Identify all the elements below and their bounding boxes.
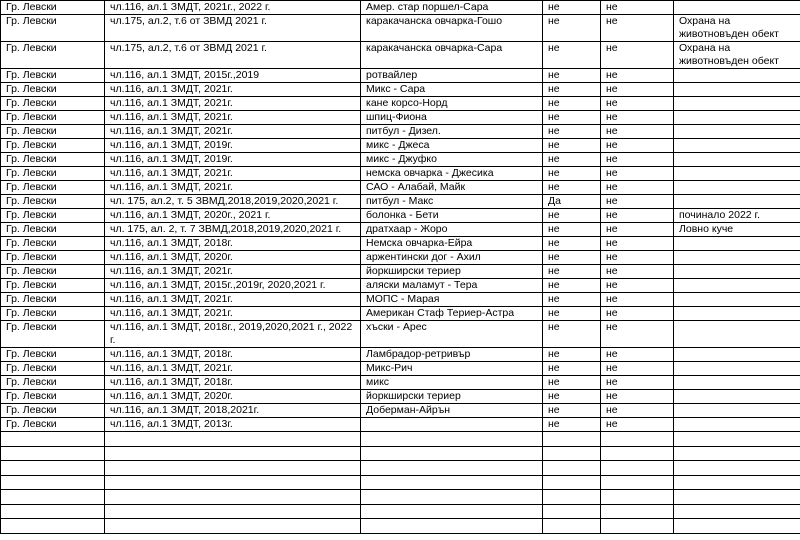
table-row — [1, 195, 800, 209]
table-row — [1, 1, 800, 15]
table-row — [1, 139, 800, 153]
town-cell: Гр. Левски — [1, 348, 105, 362]
dangerous-cell: не — [543, 125, 601, 139]
breed-name-cell: шпиц-Фиона — [361, 111, 543, 125]
table-row — [1, 181, 800, 195]
empty-cell — [601, 504, 674, 519]
empty-cell — [105, 519, 361, 534]
empty-cell — [601, 490, 674, 505]
aggressive-cell: не — [601, 418, 674, 432]
town-cell: Гр. Левски — [1, 237, 105, 251]
dangerous-cell: не — [543, 237, 601, 251]
town-cell: Гр. Левски — [1, 195, 105, 209]
empty-cell — [674, 504, 800, 519]
breed-name-cell — [361, 418, 543, 432]
table-row — [1, 69, 800, 83]
empty-cell — [601, 446, 674, 461]
breed-name-cell: питбул - Дизел. — [361, 125, 543, 139]
legal-basis-cell: чл.116, ал.1 ЗМДТ, 2018г. — [105, 376, 361, 390]
table-row — [1, 15, 800, 42]
legal-basis-cell: чл.116, ал.1 ЗМДТ, 2021г. — [105, 293, 361, 307]
empty-cell — [105, 461, 361, 476]
town-cell: Гр. Левски — [1, 223, 105, 237]
note-cell — [674, 293, 800, 307]
dangerous-cell: не — [543, 307, 601, 321]
town-cell: Гр. Левски — [1, 1, 105, 15]
breed-name-cell: йоркширски териер — [361, 265, 543, 279]
empty-cell — [543, 432, 601, 447]
table-body — [1, 1, 800, 534]
aggressive-cell: не — [601, 265, 674, 279]
table-row — [1, 307, 800, 321]
empty-cell — [1, 461, 105, 476]
table-row — [1, 279, 800, 293]
legal-basis-cell: чл.116, ал.1 ЗМДТ, 2020г. — [105, 251, 361, 265]
note-cell — [674, 195, 800, 209]
town-cell: Гр. Левски — [1, 279, 105, 293]
empty-cell — [543, 475, 601, 490]
note-cell — [674, 376, 800, 390]
town-cell: Гр. Левски — [1, 69, 105, 83]
aggressive-cell: не — [601, 390, 674, 404]
empty-cell — [1, 504, 105, 519]
dangerous-cell: не — [543, 293, 601, 307]
note-cell — [674, 237, 800, 251]
legal-basis-cell: чл.116, ал.1 ЗМДТ, 2021г. — [105, 307, 361, 321]
aggressive-cell: не — [601, 293, 674, 307]
empty-cell — [105, 504, 361, 519]
empty-table-row — [1, 432, 800, 447]
empty-cell — [674, 446, 800, 461]
note-cell — [674, 83, 800, 97]
empty-cell — [601, 519, 674, 534]
empty-cell — [105, 490, 361, 505]
table-row — [1, 321, 800, 348]
aggressive-cell: не — [601, 97, 674, 111]
dangerous-cell: не — [543, 139, 601, 153]
empty-cell — [1, 432, 105, 447]
breed-name-cell: Микс-Рич — [361, 362, 543, 376]
aggressive-cell: не — [601, 181, 674, 195]
legal-basis-cell: чл.116, ал.1 ЗМДТ, 2021г. — [105, 265, 361, 279]
legal-basis-cell: чл.175, ал.2, т.6 от ЗВМД 2021 г. — [105, 15, 361, 42]
aggressive-cell: не — [601, 69, 674, 83]
legal-basis-cell: чл.116, ал.1 ЗМДТ, 2018г. — [105, 348, 361, 362]
aggressive-cell: не — [601, 251, 674, 265]
table-row — [1, 97, 800, 111]
table-row — [1, 125, 800, 139]
note-cell — [674, 265, 800, 279]
table-row — [1, 83, 800, 97]
aggressive-cell: не — [601, 125, 674, 139]
empty-cell — [1, 490, 105, 505]
empty-cell — [543, 519, 601, 534]
empty-cell — [601, 475, 674, 490]
dangerous-cell: не — [543, 42, 601, 69]
empty-cell — [674, 432, 800, 447]
empty-cell — [543, 446, 601, 461]
note-cell: Ловно куче — [674, 223, 800, 237]
aggressive-cell: не — [601, 237, 674, 251]
note-cell — [674, 97, 800, 111]
note-cell — [674, 153, 800, 167]
aggressive-cell: не — [601, 321, 674, 348]
table-row — [1, 223, 800, 237]
table-row — [1, 293, 800, 307]
empty-cell — [543, 504, 601, 519]
town-cell: Гр. Левски — [1, 307, 105, 321]
legal-basis-cell: чл.116, ал.1 ЗМДТ, 2020г., 2021 г. — [105, 209, 361, 223]
table-row — [1, 251, 800, 265]
town-cell: Гр. Левски — [1, 404, 105, 418]
breed-name-cell: хъски - Арес — [361, 321, 543, 348]
town-cell: Гр. Левски — [1, 97, 105, 111]
town-cell: Гр. Левски — [1, 376, 105, 390]
note-cell — [674, 1, 800, 15]
empty-cell — [674, 461, 800, 476]
empty-cell — [361, 461, 543, 476]
legal-basis-cell: чл. 175, ал. 2, т. 7 ЗВМД,2018,2019,2020,2021 г. — [105, 223, 361, 237]
note-cell: Охрана на животновъден обект — [674, 15, 800, 42]
town-cell: Гр. Левски — [1, 265, 105, 279]
town-cell: Гр. Левски — [1, 153, 105, 167]
legal-basis-cell: чл.116, ал.1 ЗМДТ, 2019г. — [105, 153, 361, 167]
legal-basis-cell: чл.116, ал.1 ЗМДТ, 2018г., 2019,2020,2021 г., 2022 г. — [105, 321, 361, 348]
aggressive-cell: не — [601, 153, 674, 167]
dangerous-cell: не — [543, 418, 601, 432]
dangerous-cell: не — [543, 181, 601, 195]
breed-name-cell: Амер. стар поршел-Сара — [361, 1, 543, 15]
table-row — [1, 111, 800, 125]
legal-basis-cell: чл.116, ал.1 ЗМДТ, 2018г. — [105, 237, 361, 251]
breed-name-cell: болонка - Бети — [361, 209, 543, 223]
aggressive-cell: не — [601, 195, 674, 209]
breed-name-cell: Микс - Сара — [361, 83, 543, 97]
empty-table-row — [1, 446, 800, 461]
aggressive-cell: не — [601, 362, 674, 376]
town-cell: Гр. Левски — [1, 390, 105, 404]
note-cell — [674, 167, 800, 181]
breed-name-cell: йоркширски териер — [361, 390, 543, 404]
town-cell: Гр. Левски — [1, 111, 105, 125]
note-cell — [674, 251, 800, 265]
empty-cell — [543, 461, 601, 476]
table-row — [1, 153, 800, 167]
empty-table-row — [1, 461, 800, 476]
table-row — [1, 237, 800, 251]
dangerous-cell: не — [543, 265, 601, 279]
town-cell: Гр. Левски — [1, 139, 105, 153]
breed-name-cell: каракачанска овчарка-Гошо — [361, 15, 543, 42]
empty-cell — [674, 475, 800, 490]
note-cell: Охрана на животновъден обект — [674, 42, 800, 69]
dangerous-cell: не — [543, 321, 601, 348]
legal-basis-cell: чл.116, ал.1 ЗМДТ, 2021г., 2022 г. — [105, 1, 361, 15]
legal-basis-cell: чл.116, ал.1 ЗМДТ, 2021г. — [105, 181, 361, 195]
dangerous-cell: не — [543, 83, 601, 97]
empty-table-row — [1, 490, 800, 505]
breed-name-cell: ротвайлер — [361, 69, 543, 83]
note-cell — [674, 111, 800, 125]
dangerous-cell: не — [543, 209, 601, 223]
table-row — [1, 265, 800, 279]
empty-cell — [361, 504, 543, 519]
empty-cell — [361, 446, 543, 461]
note-cell: починало 2022 г. — [674, 209, 800, 223]
legal-basis-cell: чл.116, ал.1 ЗМДТ, 2021г. — [105, 167, 361, 181]
aggressive-cell: не — [601, 223, 674, 237]
aggressive-cell: не — [601, 111, 674, 125]
legal-basis-cell: чл.116, ал.1 ЗМДТ, 2020г. — [105, 390, 361, 404]
breed-name-cell: Доберман-Айрън — [361, 404, 543, 418]
empty-cell — [361, 519, 543, 534]
note-cell — [674, 390, 800, 404]
breed-name-cell: питбул - Макс — [361, 195, 543, 209]
town-cell: Гр. Левски — [1, 418, 105, 432]
empty-cell — [361, 432, 543, 447]
empty-cell — [1, 519, 105, 534]
town-cell: Гр. Левски — [1, 42, 105, 69]
empty-cell — [105, 432, 361, 447]
dangerous-cell: не — [543, 348, 601, 362]
dangerous-cell: не — [543, 362, 601, 376]
table-row — [1, 348, 800, 362]
aggressive-cell: не — [601, 307, 674, 321]
note-cell — [674, 279, 800, 293]
empty-cell — [601, 432, 674, 447]
breed-name-cell: микс — [361, 376, 543, 390]
note-cell — [674, 181, 800, 195]
note-cell — [674, 307, 800, 321]
breed-name-cell: САО - Алабай, Майк — [361, 181, 543, 195]
legal-basis-cell: чл.116, ал.1 ЗМДТ, 2021г. — [105, 362, 361, 376]
dangerous-cell: не — [543, 1, 601, 15]
town-cell: Гр. Левски — [1, 181, 105, 195]
table-row — [1, 376, 800, 390]
breed-name-cell: аржентински дог - Ахил — [361, 251, 543, 265]
empty-table-row — [1, 519, 800, 534]
breed-name-cell: микс - Джеса — [361, 139, 543, 153]
note-cell — [674, 418, 800, 432]
aggressive-cell: не — [601, 279, 674, 293]
empty-table-row — [1, 475, 800, 490]
breed-name-cell: МОПС - Марая — [361, 293, 543, 307]
town-cell: Гр. Левски — [1, 251, 105, 265]
breed-name-cell: Немска овчарка-Ейра — [361, 237, 543, 251]
dangerous-cell: не — [543, 167, 601, 181]
aggressive-cell: не — [601, 15, 674, 42]
breed-name-cell: аляски маламут - Тера — [361, 279, 543, 293]
empty-cell — [105, 475, 361, 490]
legal-basis-cell: чл.116, ал.1 ЗМДТ, 2013г. — [105, 418, 361, 432]
empty-cell — [601, 461, 674, 476]
empty-cell — [543, 490, 601, 505]
dangerous-cell: не — [543, 69, 601, 83]
breed-name-cell: Американ Стаф Териер-Астра — [361, 307, 543, 321]
town-cell: Гр. Левски — [1, 125, 105, 139]
empty-cell — [1, 446, 105, 461]
legal-basis-cell: чл.116, ал.1 ЗМДТ, 2021г. — [105, 125, 361, 139]
dangerous-cell: не — [543, 153, 601, 167]
note-cell — [674, 321, 800, 348]
table-row — [1, 209, 800, 223]
aggressive-cell: не — [601, 376, 674, 390]
town-cell: Гр. Левски — [1, 293, 105, 307]
breed-name-cell: микс - Джуфко — [361, 153, 543, 167]
empty-cell — [105, 446, 361, 461]
aggressive-cell: не — [601, 42, 674, 69]
dangerous-cell: не — [543, 223, 601, 237]
table-row — [1, 404, 800, 418]
breed-name-cell: дратхаар - Жоро — [361, 223, 543, 237]
table-row — [1, 42, 800, 69]
dangerous-cell: не — [543, 97, 601, 111]
legal-basis-cell: чл.116, ал.1 ЗМДТ, 2021г. — [105, 83, 361, 97]
dangerous-cell: не — [543, 404, 601, 418]
legal-basis-cell: чл.116, ал.1 ЗМДТ, 2015г.,2019 — [105, 69, 361, 83]
town-cell: Гр. Левски — [1, 167, 105, 181]
dangerous-cell: не — [543, 376, 601, 390]
legal-basis-cell: чл.116, ал.1 ЗМДТ, 2015г.,2019г, 2020,2021 г. — [105, 279, 361, 293]
note-cell — [674, 69, 800, 83]
note-cell — [674, 348, 800, 362]
town-cell: Гр. Левски — [1, 209, 105, 223]
legal-basis-cell: чл.116, ал.1 ЗМДТ, 2021г. — [105, 97, 361, 111]
empty-cell — [1, 475, 105, 490]
aggressive-cell: не — [601, 404, 674, 418]
dangerous-cell: не — [543, 390, 601, 404]
legal-basis-cell: чл.116, ал.1 ЗМДТ, 2019г. — [105, 139, 361, 153]
aggressive-cell: не — [601, 348, 674, 362]
dangerous-cell: Да — [543, 195, 601, 209]
town-cell: Гр. Левски — [1, 15, 105, 42]
empty-cell — [361, 475, 543, 490]
note-cell — [674, 404, 800, 418]
legal-basis-cell: чл.175, ал.2, т.6 от ЗВМД 2021 г. — [105, 42, 361, 69]
table-row — [1, 167, 800, 181]
table-row — [1, 418, 800, 432]
aggressive-cell: не — [601, 83, 674, 97]
aggressive-cell: не — [601, 167, 674, 181]
breed-name-cell: каракачанска овчарка-Сара — [361, 42, 543, 69]
table-row — [1, 362, 800, 376]
breed-name-cell: кане корсо-Норд — [361, 97, 543, 111]
breed-name-cell: немска овчарка - Джесика — [361, 167, 543, 181]
town-cell: Гр. Левски — [1, 362, 105, 376]
note-cell — [674, 125, 800, 139]
empty-cell — [674, 519, 800, 534]
table-row — [1, 390, 800, 404]
legal-basis-cell: чл. 175, ал.2, т. 5 ЗВМД,2018,2019,2020,2021 г. — [105, 195, 361, 209]
town-cell: Гр. Левски — [1, 83, 105, 97]
aggressive-cell: не — [601, 1, 674, 15]
note-cell — [674, 139, 800, 153]
aggressive-cell: не — [601, 209, 674, 223]
empty-cell — [674, 490, 800, 505]
aggressive-cell: не — [601, 139, 674, 153]
legal-basis-cell: чл.116, ал.1 ЗМДТ, 2018,2021г. — [105, 404, 361, 418]
town-cell: Гр. Левски — [1, 321, 105, 348]
empty-table-row — [1, 504, 800, 519]
dangerous-cell: не — [543, 251, 601, 265]
empty-cell — [361, 490, 543, 505]
breed-name-cell: Ламбрадор-ретривър — [361, 348, 543, 362]
dangerous-cell: не — [543, 111, 601, 125]
note-cell — [674, 362, 800, 376]
dangerous-cell: не — [543, 15, 601, 42]
legal-basis-cell: чл.116, ал.1 ЗМДТ, 2021г. — [105, 111, 361, 125]
dangerous-cell: не — [543, 279, 601, 293]
